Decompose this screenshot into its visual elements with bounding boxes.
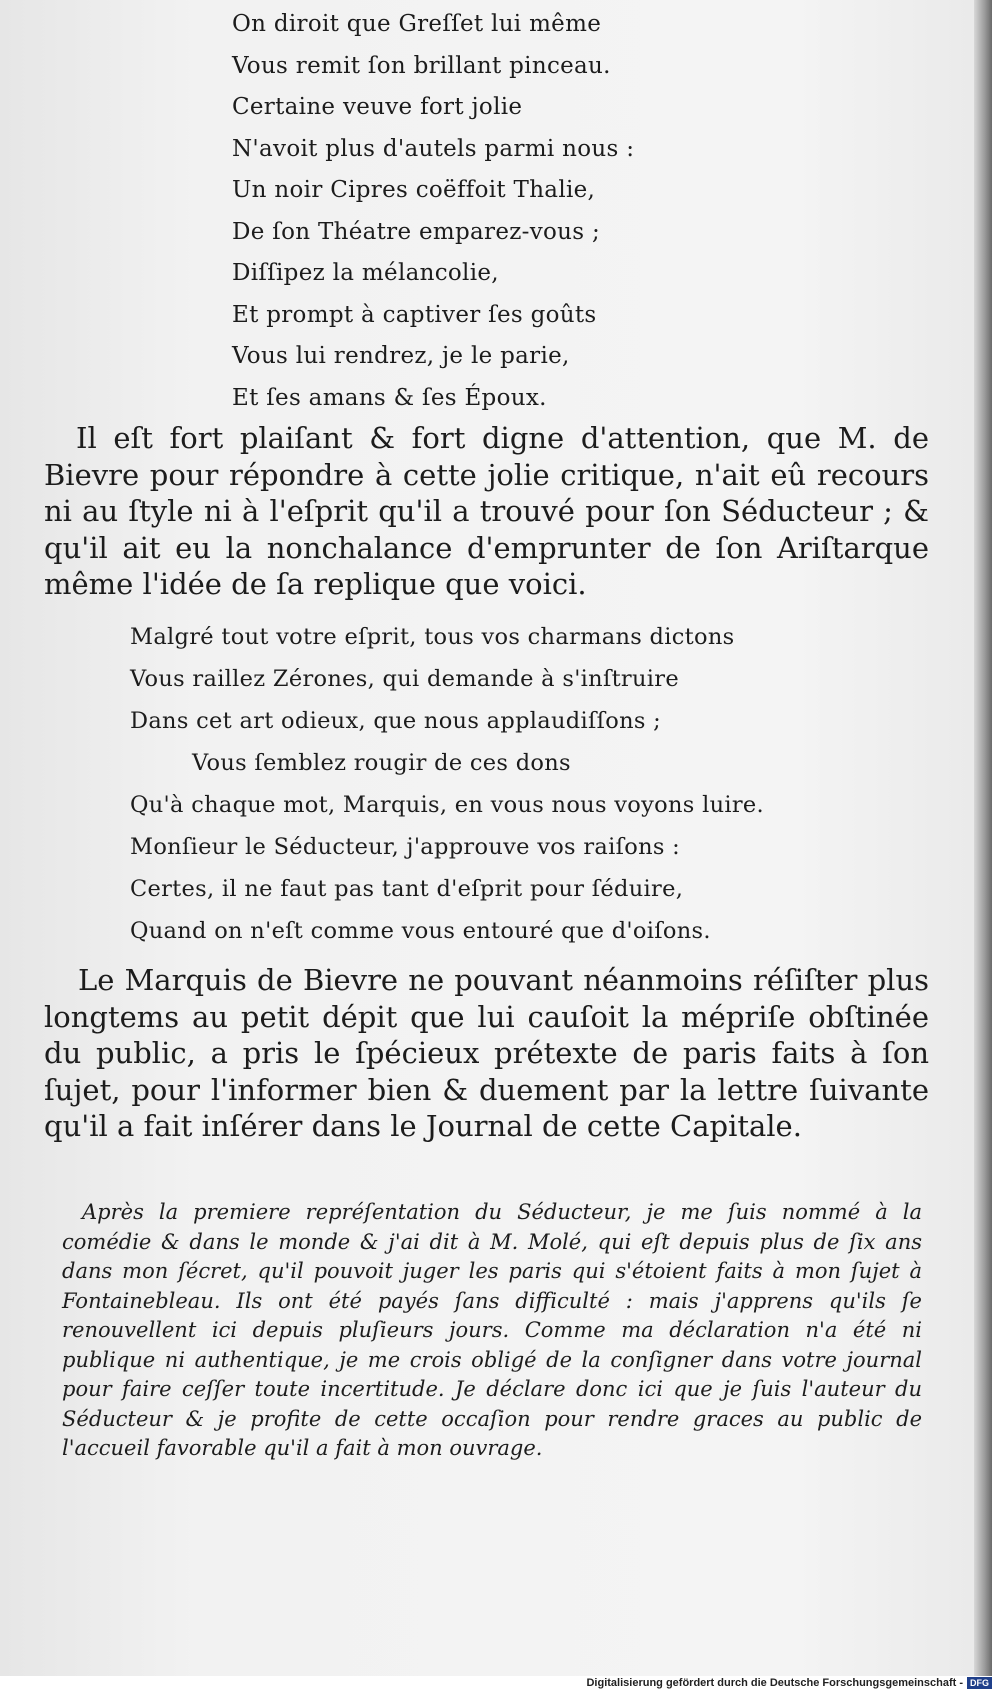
verse-line: Un noir Cipres coëffoit Thalie,: [232, 177, 596, 203]
verse-line: Vous remit ſon brillant pinceau.: [232, 52, 611, 79]
verse-line: Qu'à chaque mot, Marquis, en vous nous voyons luire.: [130, 792, 764, 818]
verse-line: Et ſes amans & ſes Époux.: [232, 384, 547, 411]
verse-line: Quand on n'eſt comme vous entouré que d'oiſons.: [130, 918, 711, 944]
verse-line: On diroit que Greſſet lui même: [232, 11, 602, 37]
verse-line: N'avoit plus d'autels parmi nous :: [232, 135, 635, 162]
verse-line: Monſieur le Séducteur, j'approuve vos raiſons :: [130, 834, 681, 860]
verse-line: Vous ſemblez rougir de ces dons: [192, 750, 571, 776]
verse-line: Certaine veuve fort jolie: [232, 94, 523, 120]
verse-line: De ſon Théatre emparez-vous ;: [232, 218, 601, 245]
prose-paragraph-2: Le Marquis de Bievre ne pouvant néanmoins réſiſter plus longtems au petit dépit que lui cauſoit la mépriſe obſtinée du public, a pris le ſpécieux prétexte de paris faits à ſon ſujet, pour l'informer bien & duement par la lettre ſuivante qu'il a fait inſérer dans le Journal de cette Capitale.: [44, 963, 929, 1143]
verse-line: Vous lui rendrez, je le parie,: [232, 343, 570, 369]
digitization-credit: [586, 1677, 992, 1689]
credit-text: Digitalisierung gefördert durch die Deutsche Forschungsgemeinschaft -: [586, 1677, 963, 1689]
verse-stanza-1: [232, 4, 634, 419]
prose-paragraph-1: Il eſt fort plaiſant & fort digne d'attention, que M. de Bievre pour répondre à cette jolie critique, n'ait eû recours ni au ſtyle ni à l'eſprit qu'il a trouvé pour ſon Séducteur ; & qu'il ait eu la nonchalance d'emprunter de ſon Ariſtarque même l'idée de ſa replique que voici.: [44, 421, 929, 601]
verse-stanza-2: [130, 616, 764, 952]
dfg-logo: DFG: [967, 1677, 992, 1689]
quoted-letter: Après la premiere repréſentation du Séducteur, je me ſuis nommé à la comédie & dans le monde & j'ai dit à M. Molé, qui eſt depuis plus de ſix ans dans mon ſécret, qu'il pouvoit juger les paris qui s'étoient faits à mon ſujet à Fontainebleau. Ils ont été payés ſans difficulté : mais j'apprens qu'ils ſe renouvellent ici depuis pluſieurs jours. Comme ma déclaration n'a été ni publique ni authentique, je me crois obligé de la conſigner dans votre journal pour faire ceſſer toute incertitude. Je déclare donc ici que je ſuis l'auteur du Séducteur & je profite de cette occaſion pour rendre graces au public de l'accueil favorable qu'il a fait à mon ouvrage.: [62, 1200, 922, 1460]
verse-line: Malgré tout votre eſprit, tous vos charmans dictons: [130, 624, 735, 650]
verse-line: Et prompt à captiver ſes goûts: [232, 301, 597, 328]
page-edge-shadow: [974, 0, 992, 1676]
verse-line: Vous raillez Zérones, qui demande à s'inſtruire: [130, 666, 679, 692]
verse-line: Diſſipez la mélancolie,: [232, 260, 499, 286]
verse-line: Certes, il ne faut pas tant d'eſprit pour ſéduire,: [130, 876, 684, 902]
verse-line: Dans cet art odieux, que nous applaudiſſons ;: [130, 708, 662, 734]
